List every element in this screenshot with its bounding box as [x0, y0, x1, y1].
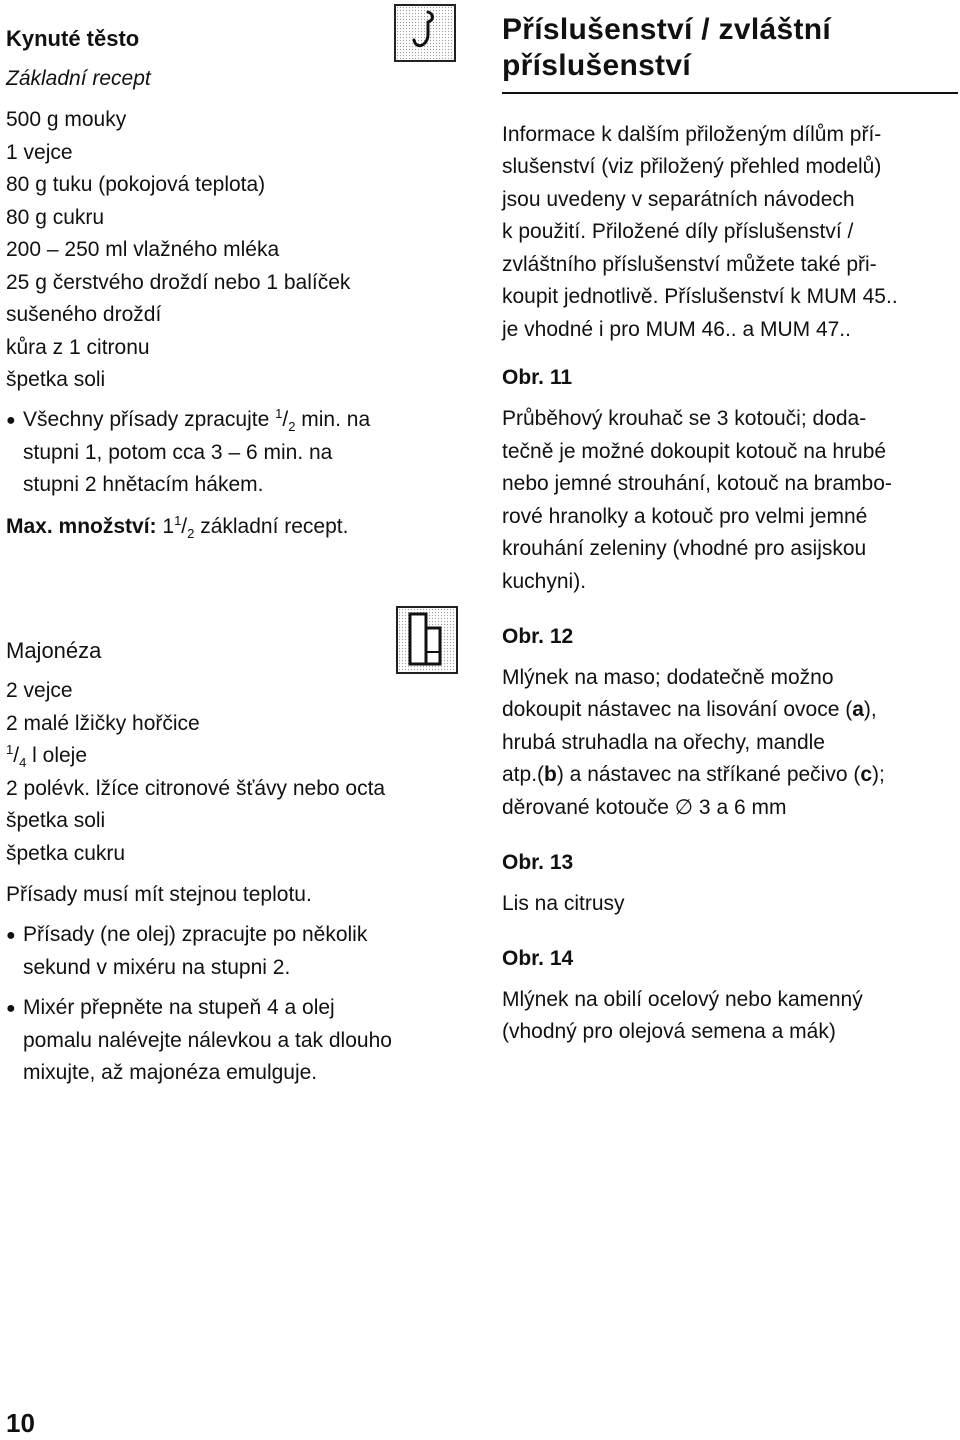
dough-ingredient: 200 – 250 ml vlažného mléka	[6, 238, 280, 261]
figure-label: Obr. 12	[502, 625, 574, 648]
mayo-ingredient: $^1/_4$ l oleje	[6, 742, 88, 771]
mayo-step-line: sekund v mixéru na stupni 2.	[23, 956, 291, 979]
dough-ingredient: 1 vejce	[6, 141, 73, 164]
dough-step-line: Všechny přísady zpracujte $^1/_2$ min. na	[23, 406, 371, 435]
dough-ingredient: 80 g tuku (pokojová teplota)	[6, 173, 266, 196]
dough-ingredient: 25 g čerstvého droždí nebo 1 balíček	[6, 271, 351, 294]
intro-line: zvláštního příslušenství můžete také při-	[502, 253, 877, 276]
intro-line: koupit jednotlivě. Příslušenství k MUM 45..	[502, 285, 898, 308]
dough-step-line: stupni 2 hnětacím hákem.	[23, 473, 264, 496]
bullet-icon: ●	[6, 412, 16, 429]
dough-ingredient: 500 g mouky	[6, 108, 127, 131]
diameter-icon: ∅	[674, 796, 694, 819]
figure-text-line: dokoupit nástavec na lisování ovoce (a),	[502, 698, 877, 721]
mayo-ingredient: špetka soli	[6, 809, 106, 832]
blender-icon	[396, 606, 458, 674]
bullet-icon: ●	[6, 927, 16, 944]
figure-text-line: rové hranolky a kotouč pro velmi jemné	[502, 505, 868, 528]
figure-text-line: kuchyni).	[502, 570, 587, 593]
dough-step-line: stupni 1, potom cca 3 – 6 min. na	[23, 441, 333, 464]
figure-label: Obr. 14	[502, 947, 574, 970]
figure-text-line: Lis na citrusy	[502, 892, 625, 915]
figure-text-line: Mlýnek na maso; dodatečně možno	[502, 666, 834, 689]
figure-label: Obr. 13	[502, 851, 574, 874]
intro-line: slušenství (viz přiložený přehled modelů)	[502, 155, 882, 178]
dough-ingredient: 80 g cukru	[6, 206, 105, 229]
dough-ingredient: kůra z 1 citronu	[6, 336, 150, 359]
page-number: 10	[6, 1408, 35, 1438]
mayo-ingredient: špetka cukru	[6, 842, 126, 865]
dough-max-amount: Max. množství: $1^1/_2$ základní recept.	[6, 513, 349, 542]
figure-text-line: krouhání zeleniny (vhodné pro asijskou	[502, 537, 867, 560]
mayo-step-line: Mixér přepněte na stupeň 4 a olej	[23, 996, 335, 1019]
mayo-ingredient: 2 vejce	[6, 679, 73, 702]
dough-ingredient: sušeného droždí	[6, 303, 162, 326]
bullet-icon: ●	[6, 1000, 16, 1017]
mayo-step-line: mixujte, až majonéza emulguje.	[23, 1061, 318, 1084]
dough-title: Kynuté těsto	[6, 26, 140, 51]
figure-text-line: (vhodný pro olejová semena a mák)	[502, 1020, 836, 1043]
figure-text-line: nebo jemné strouhání, kotouč na brambo-	[502, 472, 892, 495]
mayo-ingredient: 2 polévk. lžíce citronové šťávy nebo octa	[6, 777, 386, 800]
mayo-ingredient: 2 malé lžičky hořčice	[6, 712, 200, 735]
mayo-step-line: Přísady (ne olej) zpracujte po několik	[23, 923, 368, 946]
dough-ingredient: špetka soli	[6, 368, 106, 391]
section-heading: příslušenství	[502, 49, 691, 82]
intro-line: jsou uvedeny v separátních návodech	[502, 188, 855, 211]
figure-text-line: atp.(b) a nástavec na stříkané pečivo (c);	[502, 763, 885, 786]
dough-hook-icon	[394, 4, 456, 62]
figure-text-line: děrované kotouče ∅ 3 a 6 mm	[502, 796, 787, 819]
intro-line: k použití. Přiložené díly příslušenství /	[502, 220, 854, 243]
figure-label: Obr. 11	[502, 366, 573, 389]
intro-line: je vhodné i pro MUM 46.. a MUM 47..	[502, 318, 851, 341]
section-heading: Příslušenství / zvláštní	[502, 13, 831, 46]
figure-text-line: Mlýnek na obilí ocelový nebo kamenný	[502, 988, 863, 1011]
figure-text-line: tečně je možné dokoupit kotouč na hrubé	[502, 440, 887, 463]
heading-rule	[502, 92, 958, 94]
mayo-title: Majonéza	[6, 638, 102, 663]
dough-subtitle: Základní recept	[6, 67, 151, 90]
figure-text-line: Průběhový krouhač se 3 kotouči; doda-	[502, 407, 867, 430]
mayo-note: Přísady musí mít stejnou teplotu.	[6, 883, 312, 906]
mayo-step-line: pomalu nalévejte nálevkou a tak dlouho	[23, 1029, 392, 1052]
figure-text-line: hrubá struhadla na ořechy, mandle	[502, 731, 825, 754]
intro-line: Informace k dalším přiloženým dílům pří-	[502, 123, 882, 146]
